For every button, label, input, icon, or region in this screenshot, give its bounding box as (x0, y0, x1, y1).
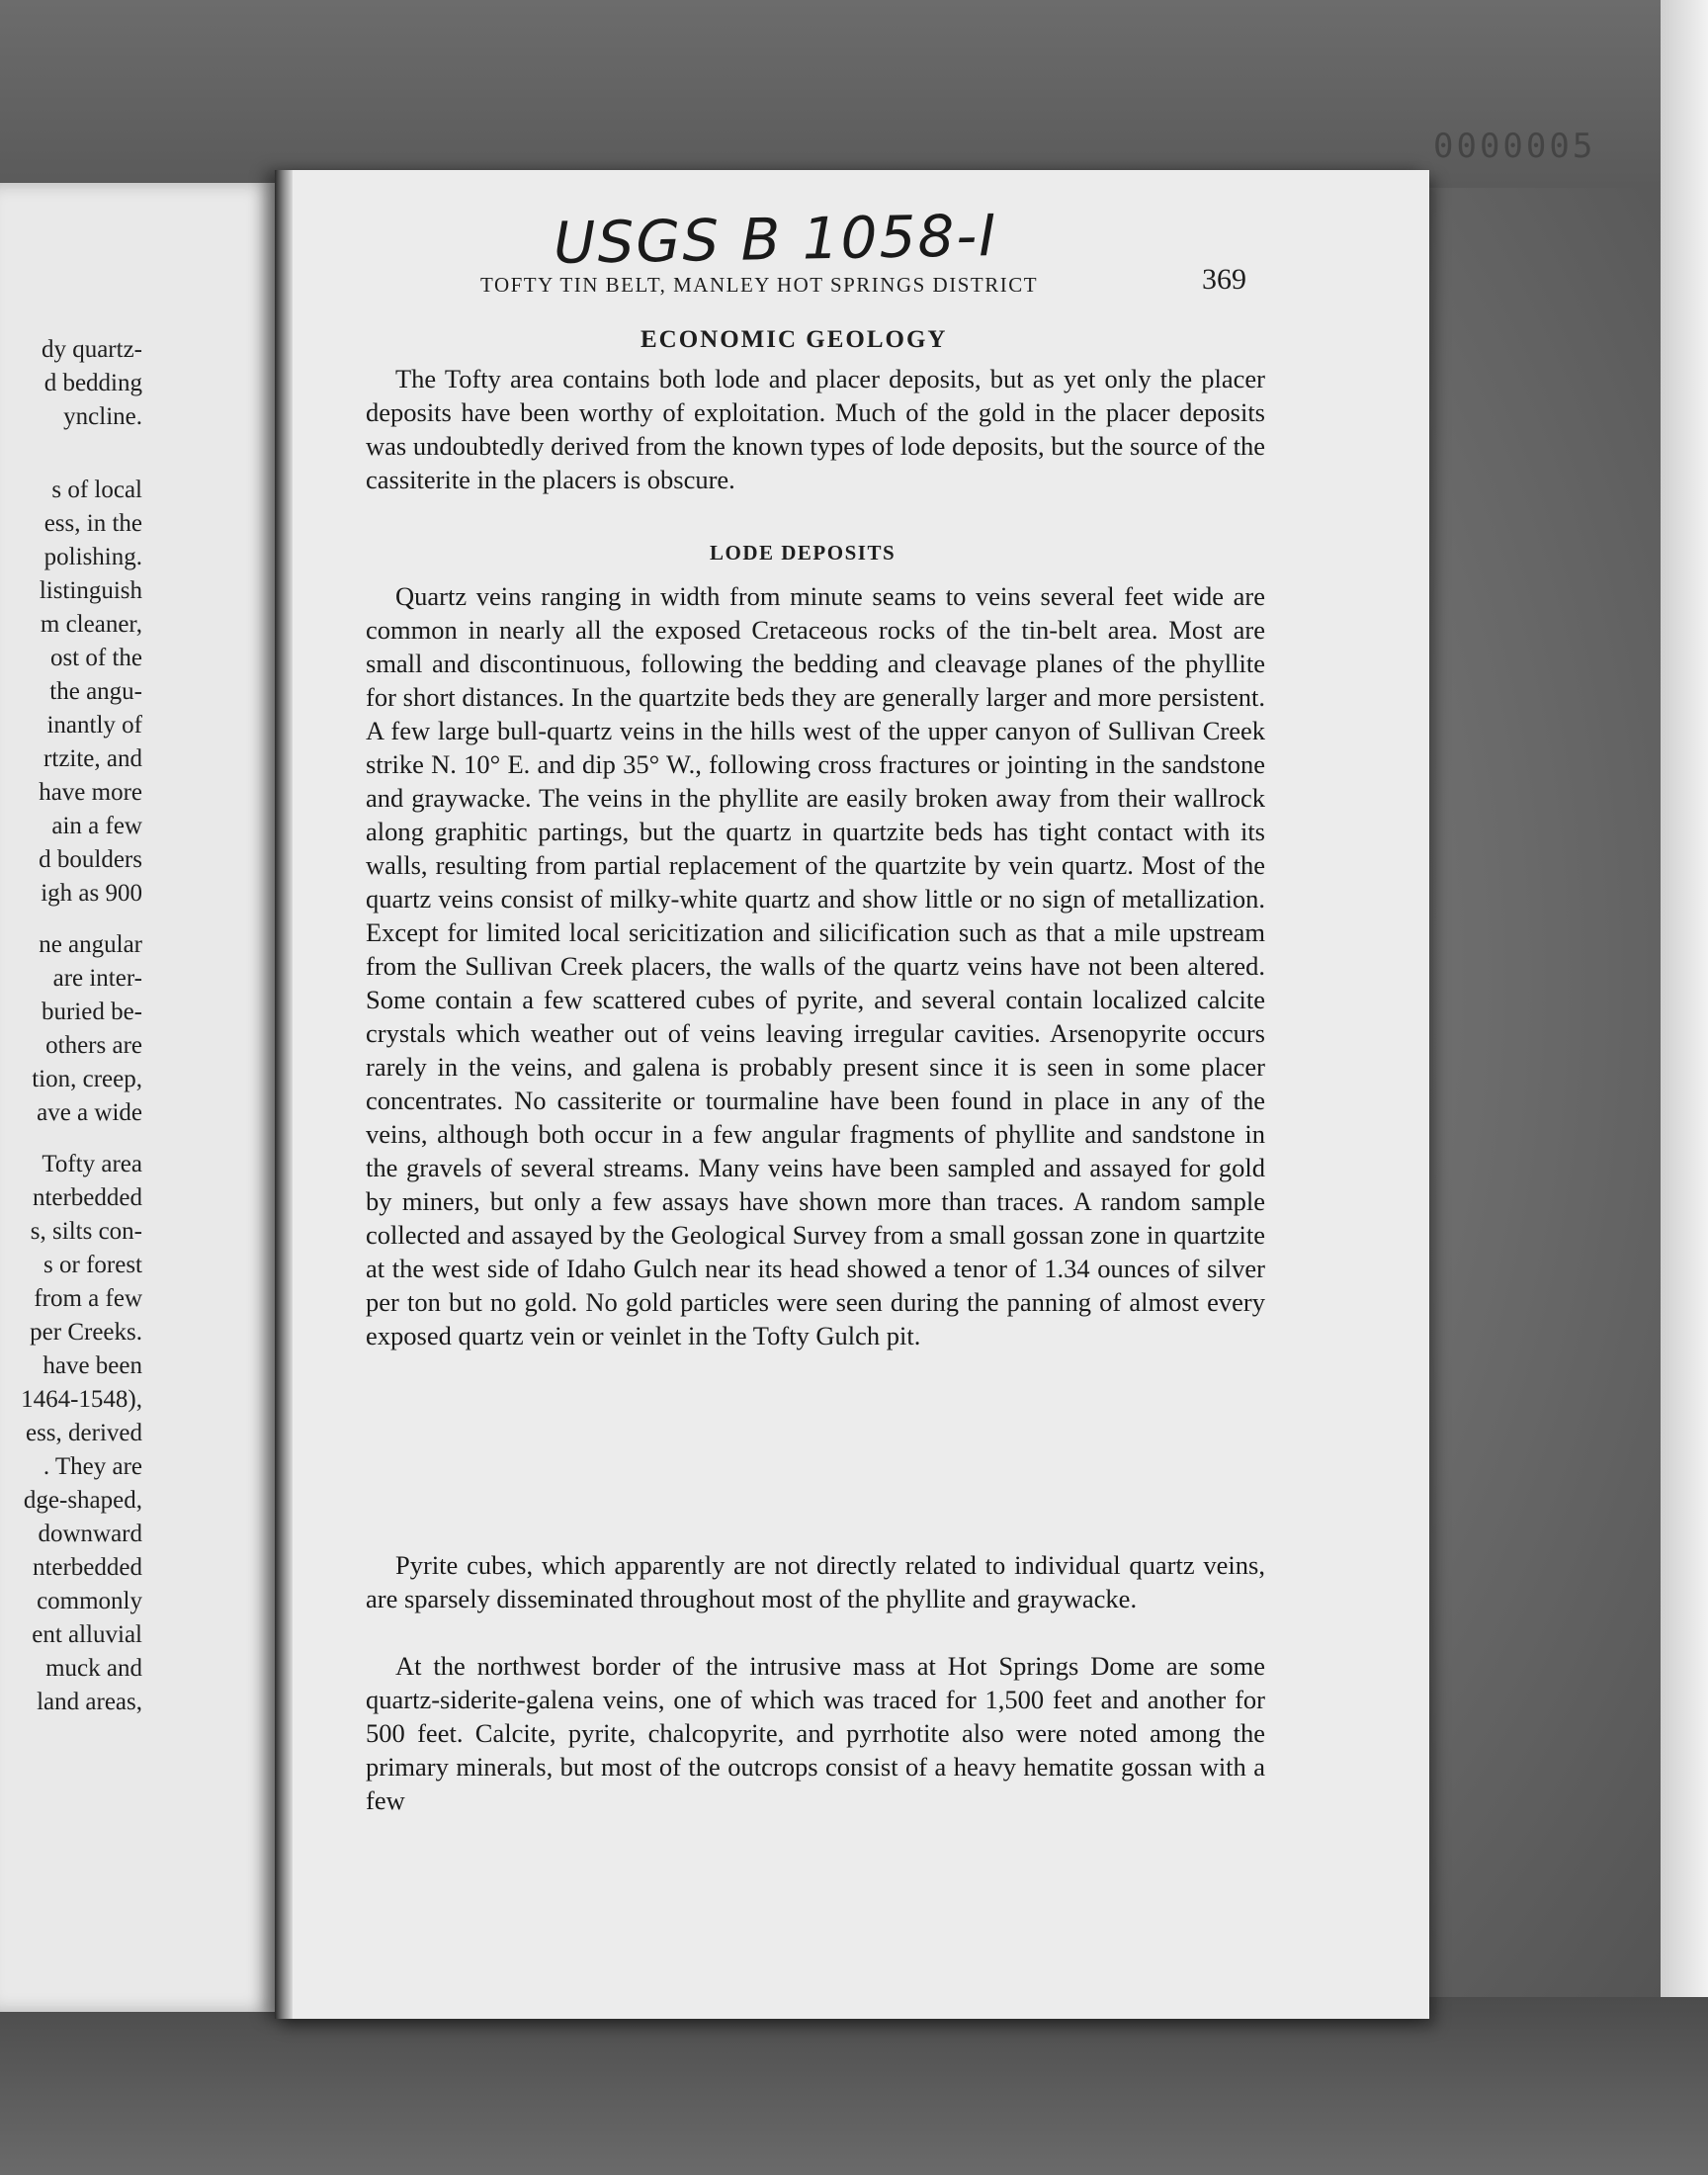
left-page-line: yncline. (63, 403, 142, 430)
left-page-line: dge-shaped, (23, 1487, 142, 1514)
left-page-line: ess, in the (43, 510, 142, 537)
scan-right-edge (1661, 0, 1708, 2175)
book-gutter (275, 170, 293, 2019)
left-page-line: ain a few (51, 813, 142, 839)
left-page-line: s, silts con- (30, 1218, 142, 1245)
lode-paragraph-1: Quartz veins ranging in width from minute seams to veins several feet wide are common in nearly all the exposed Cretaceous rocks of the tin-belt area. Most are small and discontinuous, following the bedding and cleavage planes of the phyllite for short distances. In the quartzite beds they are generally larger and more persistent. A few large bull-quartz veins in the hills west of the upper canyon of Sullivan Creek strike N. 10° E. and dip 35° W., following cross fractures or jointing in the sandstone and graywacke. The veins in the phyllite are easily broken away from their wallrock along graphitic partings, but the quartz in quartzite beds has tight contact with its walls, resulting from partial replacement of the quartzite by vein quartz. Most of the quartz veins consist of milky-white quartz and show little or no sign of metallization. Except for limited local sericitization and silicification such as that a mile upstream from the Sullivan Creek placers, the walls of the quartz veins have not been altered. Some contain a few scattered cubes of pyrite, and several contain localized calcite crystals which weather out of veins leaving irregular cavities. Arsenopyrite occurs rarely in the veins, and galena is probably present since it is seen in some placer concentrates. No cassiterite or tourmaline have been found in place in any of the veins, although both occur in a few angular fragments of phyllite and sandstone in the gravels of several streams. Many veins have been sampled and assayed for gold by miners, but only a few assays have shown more than traces. A random sample collected and assayed by the Geological Survey from a small gossan zone in quartzite at the west side of Idaho Gulch near its head showed a tenor of 1.34 ounces of silver per ton but no gold. No gold particles were seen during the panning of almost every exposed quartz vein or veinlet in the Tofty Gulch pit. (366, 581, 1265, 1350)
left-page-line: ent alluvial (32, 1621, 142, 1648)
left-page-line: commonly (37, 1588, 142, 1614)
left-page-line: ess, derived (25, 1420, 142, 1446)
left-page-line: from a few (34, 1285, 142, 1312)
intro-paragraph: The Tofty area contains both lode and placer deposits, but as yet only the placer deposits have been worthy of exploitation. Much of the gold in the placer deposits was undoubtedly derived from the known types of lode deposits, but the source of the cassiterite in the placers is obscure. (366, 364, 1265, 494)
running-head: TOFTY TIN BELT, MANLEY HOT SPRINGS DISTRICT (480, 273, 1039, 297)
left-page-line: tion, creep, (32, 1066, 142, 1092)
left-page-line: nterbedded (32, 1554, 142, 1581)
left-page-line: dy quartz- (41, 336, 142, 363)
left-page-line: igh as 900 (41, 880, 142, 907)
lode-paragraph-3: At the northwest border of the intrusive mass at Hot Springs Dome are some quartz-siderite-galena veins, one of which was traced for 1,500 feet and another for 500 feet. Calcite, pyrite, chalcopyrite, and pyrrhotite also were noted among the primary minerals, but most of the outcrops consist of a heavy hematite gossan with a few (366, 1651, 1265, 1815)
left-page-line: rtzite, and (43, 745, 142, 772)
lode-paragraph-2: Pyrite cubes, which apparently are not directly related to individual quartz veins, are sparsely disseminated throughout most of the phyllite and graywacke. (366, 1550, 1265, 1613)
left-page-line: inantly of (46, 712, 142, 739)
left-page-line: ne angular (39, 931, 142, 958)
left-page-line: others are (45, 1032, 142, 1059)
left-page-line: polishing. (43, 544, 142, 570)
section-title: ECONOMIC GEOLOGY (640, 326, 948, 353)
left-page-line: have more (39, 779, 142, 806)
left-page-line: s of local (51, 477, 142, 503)
page-number: 369 (1202, 263, 1246, 296)
left-page-line: are inter- (52, 965, 142, 992)
left-page-line: have been (43, 1352, 142, 1379)
left-page-line: land areas, (37, 1689, 142, 1715)
left-page-line: ave a wide (37, 1099, 142, 1126)
left-page-line: 1464-1548), (21, 1386, 142, 1413)
scan-bottom-shadow (0, 1997, 1708, 2175)
left-facing-page (0, 183, 279, 2012)
left-page-line: downward (38, 1521, 142, 1547)
corner-stamp: 0000005 (1433, 127, 1596, 166)
left-page-line: per Creeks. (30, 1319, 142, 1346)
subsection-title: LODE DEPOSITS (710, 541, 897, 565)
handwritten-label: USGS B 1058-I (553, 202, 998, 277)
left-page-line: Tofty area (42, 1151, 142, 1177)
left-page-line: d boulders (39, 846, 142, 873)
left-page-line: d bedding (43, 370, 142, 396)
left-page-line: s or forest (43, 1252, 142, 1278)
left-page-line: ost of the (49, 645, 142, 671)
left-page-line: buried be- (41, 999, 142, 1025)
left-page-line: listinguish (39, 577, 142, 604)
left-page-line: the angu- (49, 678, 142, 705)
left-page-line: muck and (45, 1655, 142, 1682)
left-page-line: nterbedded (32, 1184, 142, 1211)
left-page-line: . They are (43, 1453, 142, 1480)
left-page-line: m cleaner, (40, 611, 142, 638)
